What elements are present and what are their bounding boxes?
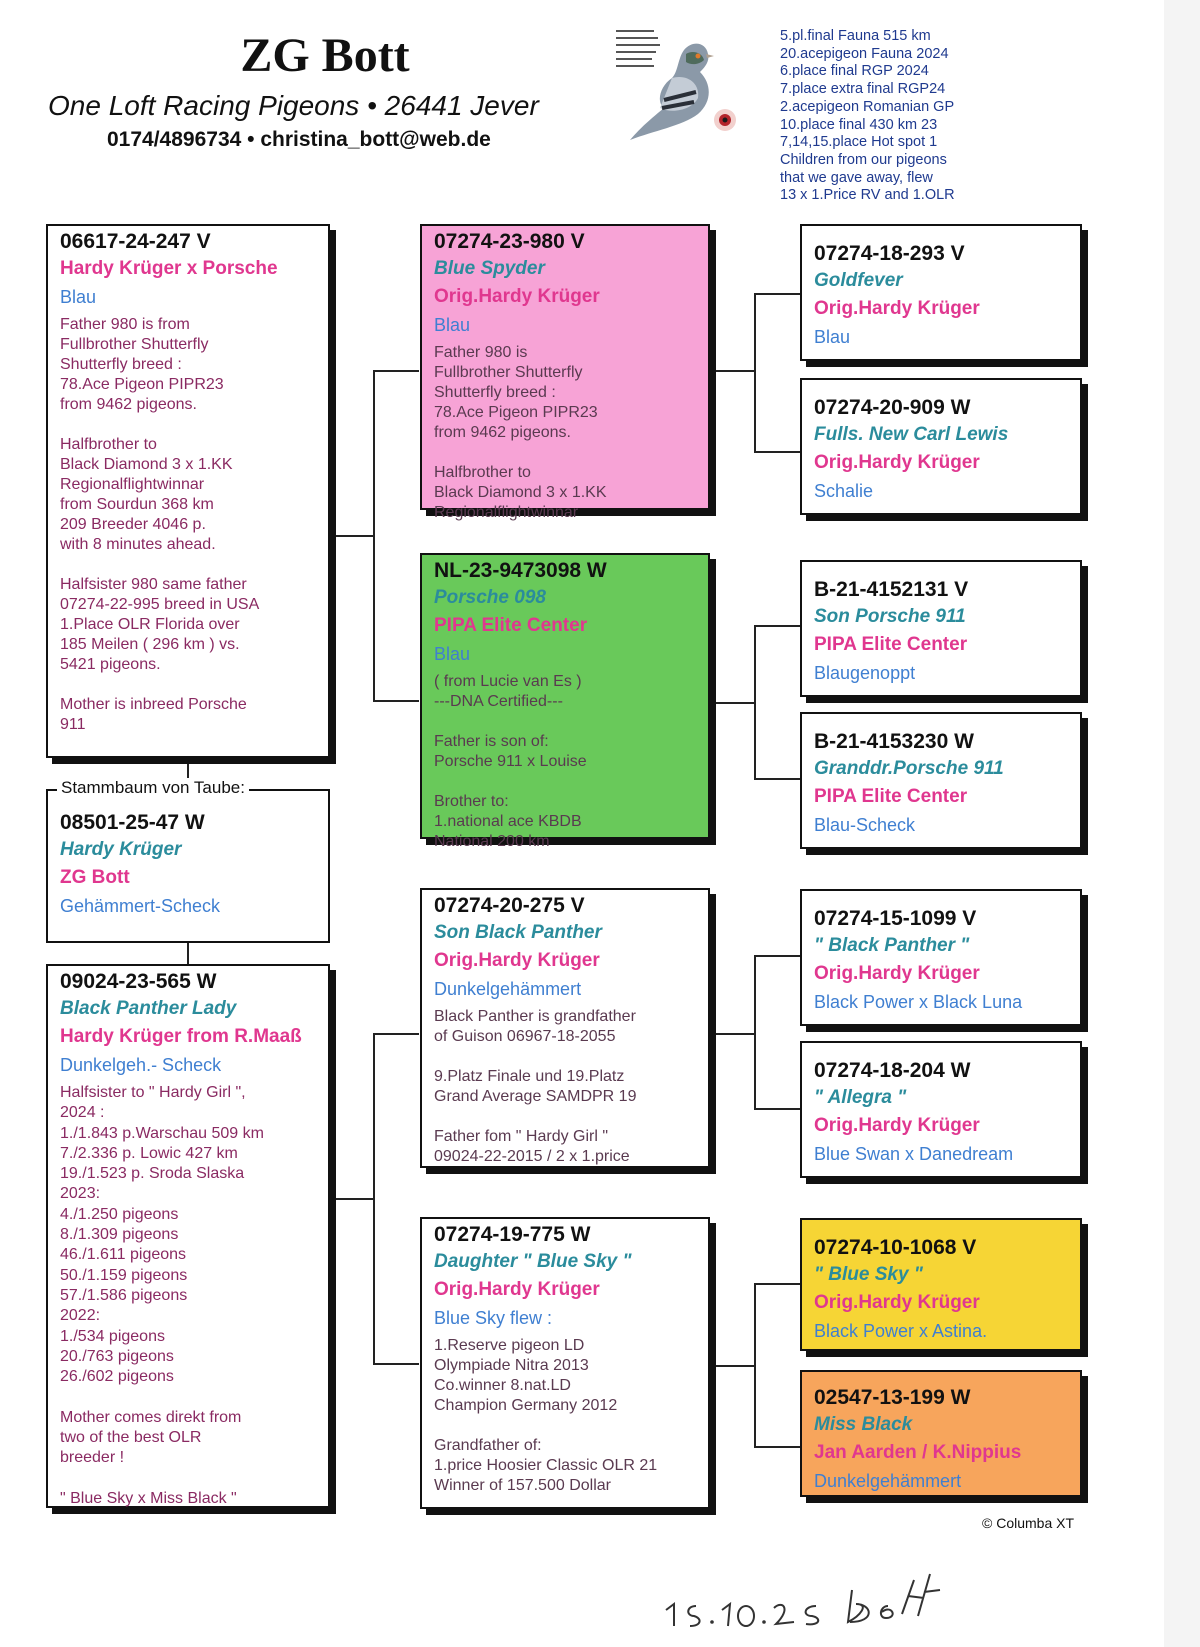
ring-number: 09024-23-565 W xyxy=(60,970,217,993)
ring-number: NL-23-9473098 W xyxy=(434,559,607,582)
connector-line xyxy=(373,370,419,372)
pigeon-name: Granddr.Porsche 911 xyxy=(814,758,1004,779)
breeder-name: PIPA Elite Center xyxy=(814,786,968,807)
grandparent-card-mm xyxy=(420,1217,710,1509)
pigeon-name: Hardy Krüger xyxy=(60,839,182,860)
ring-number: 07274-10-1068 V xyxy=(814,1236,977,1259)
honour-item: 5.pl.final Fauna 515 km xyxy=(780,28,931,44)
feather-color: Schalie xyxy=(814,481,874,501)
connector-line xyxy=(710,1365,755,1367)
breeder-name: Jan Aarden / K.Nippius xyxy=(814,1442,1022,1463)
ring-number: 07274-19-775 W xyxy=(434,1223,591,1246)
ring-number: 02547-13-199 W xyxy=(814,1386,971,1409)
breeder-name: Orig.Hardy Krüger xyxy=(814,963,980,984)
great-grandparent-card xyxy=(800,889,1082,1026)
ring-number: 07274-23-980 V xyxy=(434,230,585,253)
breeder-name: PIPA Elite Center xyxy=(434,615,588,636)
pigeon-notes: 1.Reserve pigeon LD Olympiade Nitra 2013 Co.winner 8.nat.LD Champion Germany 2012 Grandfather of: 1.price Hoosier Classic OLR 21 Winner of 157.500 Dollar xyxy=(434,1337,658,1494)
pigeon-name: Hardy Krüger x Porsche xyxy=(60,258,278,279)
breeder-name: Orig.Hardy Krüger xyxy=(814,1115,980,1136)
great-grandparent-card xyxy=(800,1370,1082,1497)
connector-line xyxy=(754,1108,800,1110)
feather-color: Dunkelgeh.- Scheck xyxy=(60,1055,222,1075)
great-grandparent-card xyxy=(800,1218,1082,1351)
breeder-name: ZG Bott xyxy=(60,867,130,888)
pigeon-notes: Father 980 is Fullbrother Shutterfly Shutterfly breed : 78.Ace Pigeon PIPR23 from 9462 pigeons. Halfbrother to Black Diamond 3 x 1.KK Regionalflightwinnar xyxy=(434,344,607,521)
connector-line xyxy=(710,370,755,372)
feather-color: Black Power x Black Luna xyxy=(814,992,1023,1012)
ring-number: 06617-24-247 V xyxy=(60,230,211,253)
honour-item: 20.acepigeon Fauna 2024 xyxy=(780,45,949,62)
feather-color: Blue Sky flew : xyxy=(434,1308,553,1328)
connector-line xyxy=(754,955,756,1110)
connector-line xyxy=(754,625,800,627)
honour-item: 7.place extra final RGP24 xyxy=(780,81,946,98)
breeder-name: Orig.Hardy Krüger xyxy=(814,298,980,319)
connector-line xyxy=(754,1446,800,1448)
father-card xyxy=(46,224,330,758)
feather-color: Blue Swan x Danedream xyxy=(814,1144,1014,1164)
pigeon-photo xyxy=(612,28,747,148)
grandparent-card-ff xyxy=(420,224,710,521)
connector-line xyxy=(330,1198,374,1200)
ring-number: B-21-4153230 W xyxy=(814,730,974,753)
software-copyright: © Columba XT xyxy=(982,1515,1075,1531)
pigeon-notes: ( from Lucie van Es ) ---DNA Certified--- Father is son of: Porsche 911 x Louise Brother to: 1.national ace KBDB National 200 km xyxy=(434,673,587,850)
honour-item: that we gave away, flew xyxy=(780,169,933,186)
pigeon-name: Miss Black xyxy=(814,1414,913,1435)
loft-title: ZG Bott xyxy=(240,29,410,82)
connector-line xyxy=(710,702,755,704)
breeder-name: Orig.Hardy Krüger xyxy=(814,452,980,473)
pigeon-name: Daughter " Blue Sky " xyxy=(434,1251,632,1272)
honour-item: 7,14,15.place Hot spot 1 xyxy=(780,134,938,151)
breeder-name: Orig.Hardy Krüger xyxy=(814,1292,980,1313)
mother-card xyxy=(46,964,330,1508)
breeder-name: Hardy Krüger from R.Maaß xyxy=(60,1026,302,1047)
connector-line xyxy=(187,942,189,964)
breeder-name: Orig.Hardy Krüger xyxy=(434,286,600,307)
honour-item: 10.place final 430 km 23 xyxy=(780,116,938,133)
honour-item: 6.place final RGP 2024 xyxy=(780,63,929,80)
great-grandparent-card xyxy=(800,712,1082,849)
connector-line xyxy=(754,625,756,780)
honour-item: Children from our pigeons xyxy=(780,151,947,168)
connector-line xyxy=(373,700,419,702)
loft-contact: 0174/4896734 • christina_bott@web.de xyxy=(107,128,491,151)
breeder-name: PIPA Elite Center xyxy=(814,634,968,655)
honour-item: 2.acepigeon Romanian GP xyxy=(780,98,955,115)
pigeon-name: Son Black Panther xyxy=(434,922,602,943)
connector-line xyxy=(373,370,375,702)
feather-color: Blau-Scheck xyxy=(814,815,916,835)
subject-label: Stammbaum von Taube: xyxy=(57,778,249,798)
honour-item: 13 x 1.Price RV and 1.OLR xyxy=(780,187,955,204)
great-grandparent-card xyxy=(800,560,1082,697)
pigeon-name: Porsche 098 xyxy=(434,587,546,608)
feather-color: Blau xyxy=(60,287,97,307)
connector-line xyxy=(710,1033,755,1035)
connector-line xyxy=(754,293,800,295)
connector-line xyxy=(373,1363,419,1365)
pigeon-name: " Black Panther " xyxy=(814,935,970,956)
great-grandparent-card xyxy=(800,1041,1082,1178)
connector-line xyxy=(754,778,800,780)
ring-number: 07274-15-1099 V xyxy=(814,907,977,930)
ring-number: 07274-18-204 W xyxy=(814,1059,971,1082)
feather-color: Blau xyxy=(814,327,851,347)
grandparent-card-fm xyxy=(420,553,710,850)
pigeon-name: " Blue Sky " xyxy=(814,1264,923,1285)
pigeon-name: Goldfever xyxy=(814,270,903,291)
connector-line xyxy=(330,535,374,537)
feather-color: Blau xyxy=(434,644,471,664)
ring-number: 07274-18-293 V xyxy=(814,242,965,265)
feather-color: Blau xyxy=(434,315,471,335)
grandparent-card-mf xyxy=(420,888,710,1168)
pigeon-name: Blue Spyder xyxy=(434,258,545,279)
handwritten-signature xyxy=(656,1560,996,1630)
subject-card xyxy=(46,789,330,943)
pigeon-notes: Father 980 is from Fullbrother Shutterfly Shutterfly breed : 78.Ace Pigeon PIPR23 from 9462 pigeons. Halfbrother to Black Diamond 3 x 1.KK Regionalflightwinnar from Sourdun 368 km 209 Breeder 4046 p. with 8 minutes ahead. Halfsister 980 same father 07274-22-995 breed in USA 1.Place OLR Florida over 185 Meilen ( 296 km ) vs. 5421 pigeons. Mother is inbreed Porsche 911 xyxy=(60,316,260,733)
connector-line xyxy=(754,451,800,453)
connector-line xyxy=(373,1033,419,1035)
connector-line xyxy=(754,293,756,453)
pigeon-name: " Allegra " xyxy=(814,1087,907,1108)
pigeon-name: Son Porsche 911 xyxy=(814,606,966,627)
feather-color: Blaugenoppt xyxy=(814,663,916,683)
breeder-name: Orig.Hardy Krüger xyxy=(434,950,600,971)
ring-number: 07274-20-275 V xyxy=(434,894,585,917)
honours-list xyxy=(780,28,955,205)
connector-line xyxy=(373,1033,375,1365)
pigeon-name: Fulls. New Carl Lewis xyxy=(814,424,1009,445)
ring-number: 07274-20-909 W xyxy=(814,396,971,419)
connector-line xyxy=(754,955,800,957)
feather-color: Dunkelgehämmert xyxy=(814,1471,962,1491)
feather-color: Gehämmert-Scheck xyxy=(60,896,221,916)
great-grandparent-card xyxy=(800,224,1082,361)
loft-subtitle: One Loft Racing Pigeons • 26441 Jever xyxy=(48,90,539,121)
pigeon-notes: Halfsister to " Hardy Girl ", 2024 : 1./1.843 p.Warschau 509 km 7./2.336 p. Lowic 427 km 19./1.523 p. Sroda Slaska 2023: 4./1.250 pigeons 8./1.309 pigeons 46./1.611 pigeons 50./1.159 pigeons 57./1.586 pigeons 2022: 1./534 pigeons 20./763 pigeons 26./602 pigeons Mother comes direkt from two of the best OLR breeder ! " Blue Sky x Miss Black " xyxy=(60,1084,264,1507)
breeder-name: Orig.Hardy Krüger xyxy=(434,1279,600,1300)
great-grandparent-card xyxy=(800,378,1082,515)
ring-number: 08501-25-47 W xyxy=(60,811,205,834)
feather-color: Black Power x Astina. xyxy=(814,1321,988,1341)
connector-line xyxy=(754,1283,756,1448)
connector-line xyxy=(754,1283,800,1285)
ring-number: B-21-4152131 V xyxy=(814,578,969,601)
pigeon-notes: Black Panther is grandfather of Guison 06967-18-2055 9.Platz Finale und 19.Platz Grand Average SAMDPR 19 Father fom " Hardy Girl " 09024-22-2015 / 2 x 1.price xyxy=(434,1008,637,1165)
feather-color: Dunkelgehämmert xyxy=(434,979,582,999)
pigeon-name: Black Panther Lady xyxy=(60,998,237,1019)
